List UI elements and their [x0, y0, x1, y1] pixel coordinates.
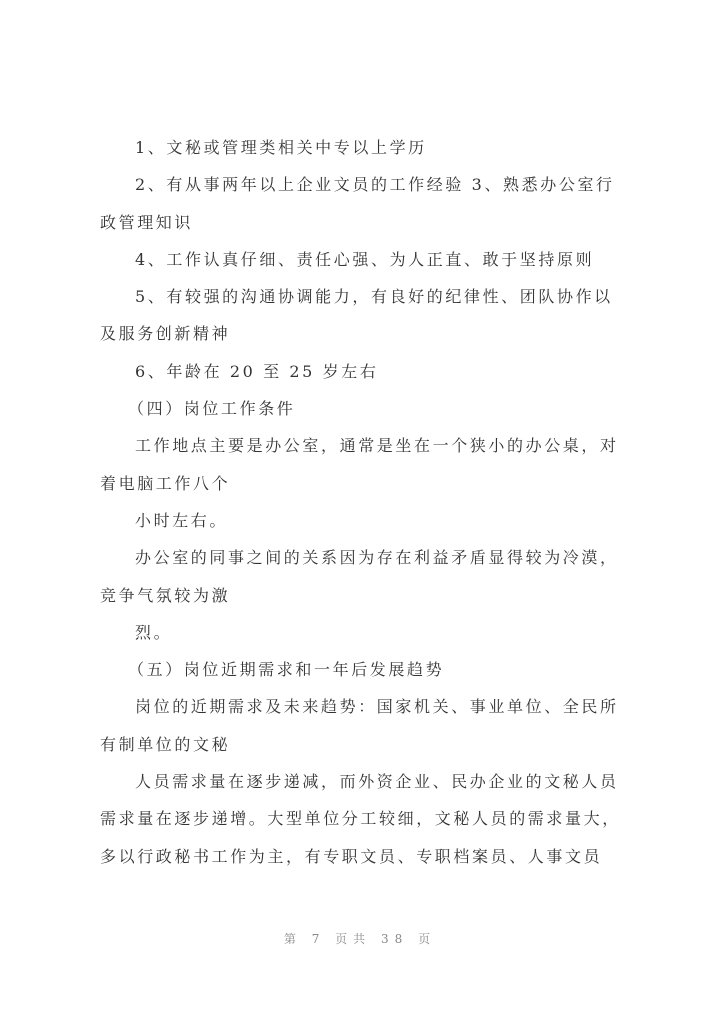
text-line: 烈。: [135, 622, 173, 642]
page-footer: 第 7 页共 38 页: [283, 932, 437, 946]
text-line: 需求量在逐步递增。大型单位分工较细，文秘人员的需求量大，: [100, 809, 621, 829]
text-line: 小时左右。: [135, 510, 229, 530]
text-line: 4、工作认真仔细、责任心强、为人正直、敢于坚持原则: [135, 249, 595, 269]
text-line: 有制单位的文秘: [100, 734, 231, 754]
text-line: 6、年龄在 20 至 25 岁左右: [135, 361, 379, 381]
text-line: 及服务创新精神: [100, 324, 231, 344]
text-line: 着电脑工作八个: [100, 473, 231, 493]
text-line: 5、有较强的沟通协调能力，有良好的纪律性、团队协作以: [135, 287, 613, 307]
text-line: 2、有从事两年以上企业文员的工作经验 3、熟悉办公室行: [135, 175, 615, 195]
text-line: 办公室的同事之间的关系因为存在利益矛盾显得较为冷漠，: [135, 548, 619, 568]
text-line: 1、文秘或管理类相关中专以上学历: [135, 138, 427, 157]
text-line: （四）岗位工作条件: [128, 399, 296, 419]
text-line: 竞争气氛较为激: [100, 585, 231, 605]
text-line: 多以行政秘书工作为主，有专职文员、专职档案员、人事文员: [100, 846, 603, 866]
text-line: 人员需求量在逐步递减，而外资企业、民办企业的文秘人员: [135, 772, 619, 792]
text-line: 政管理知识: [100, 212, 194, 232]
text-line: 岗位的近期需求及未来趋势：国家机关、事业单位、全民所: [135, 697, 619, 717]
document-body: [0, 129, 720, 875]
text-line: 工作地点主要是办公室，通常是坐在一个狭小的办公桌，对: [135, 436, 619, 456]
text-line: （五）岗位近期需求和一年后发展趋势: [128, 660, 445, 680]
